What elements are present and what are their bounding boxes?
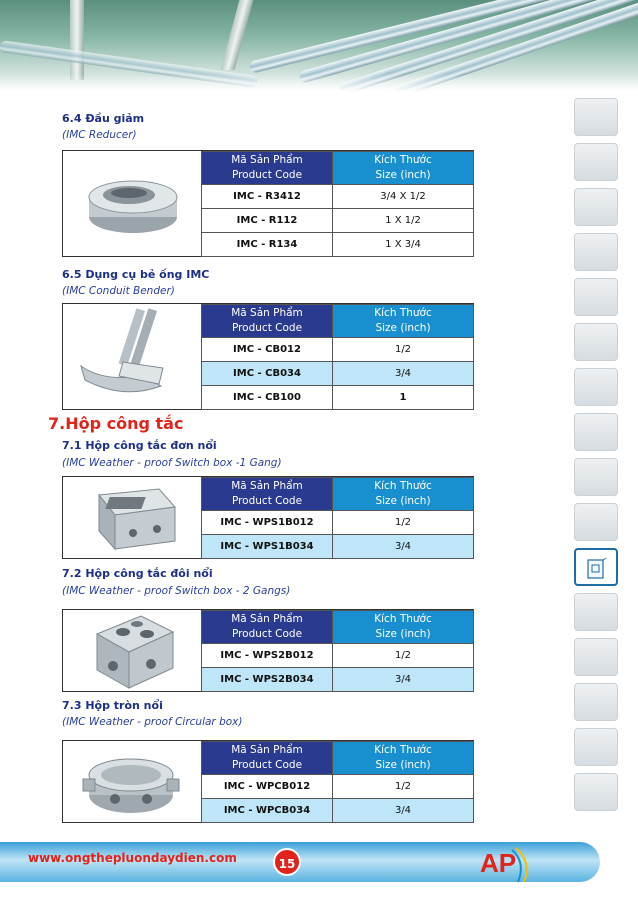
- bender-image: [63, 304, 201, 409]
- section-heading-6-5: 6.5 Dụng cụ bẻ ống IMC: [62, 268, 210, 281]
- table-row: IMC - WPS1B034 3/4: [202, 535, 474, 559]
- table-row: IMC - CB012 1/2: [202, 338, 474, 362]
- section-subtitle-6-5: (IMC Conduit Bender): [62, 285, 175, 297]
- table-row: IMC - R3412 3/4 X 1/2: [202, 185, 474, 209]
- section-subtitle-7-2: (IMC Weather - proof Switch box - 2 Gangs): [62, 585, 291, 597]
- product-table-bender: [62, 303, 474, 410]
- column-header-size: Kích Thước Size (inch): [333, 478, 474, 511]
- page-footer: [0, 830, 638, 902]
- category-tab[interactable]: [574, 143, 618, 181]
- column-header-code: Mã Sản Phẩm Product Code: [202, 478, 333, 511]
- category-tab[interactable]: [574, 413, 618, 451]
- category-tab[interactable]: [574, 368, 618, 406]
- category-tab[interactable]: [574, 98, 618, 136]
- banner-strut: [70, 0, 84, 80]
- section-heading-6-4: 6.4 Đầu giảm: [62, 112, 145, 125]
- banner-strut: [221, 0, 254, 70]
- column-header-code: Mã Sản Phẩm Product Code: [202, 305, 333, 338]
- category-tab-switch-box[interactable]: [574, 548, 618, 586]
- svg-text:AP: AP: [480, 848, 517, 878]
- switch-box-2-gangs-image: [63, 610, 201, 691]
- product-table-reducer: [62, 150, 474, 257]
- category-tab[interactable]: [574, 503, 618, 541]
- category-tab[interactable]: [574, 773, 618, 811]
- product-table-circular: [62, 740, 474, 823]
- column-header-code: Mã Sản Phẩm Product Code: [202, 152, 333, 185]
- column-header-size: Kích Thước Size (inch): [333, 305, 474, 338]
- category-tab[interactable]: [574, 323, 618, 361]
- category-tab[interactable]: [574, 728, 618, 766]
- section-subtitle-7-3: (IMC Weather - proof Circular box): [62, 716, 243, 728]
- table-row: IMC - CB034 3/4: [202, 362, 474, 386]
- table-row: IMC - CB100 1: [202, 386, 474, 410]
- header-banner: [0, 0, 638, 92]
- category-tab[interactable]: [574, 683, 618, 721]
- column-header-code: Mã Sản Phẩm Product Code: [202, 611, 333, 644]
- column-header-size: Kích Thước Size (inch): [333, 611, 474, 644]
- section-heading-7-2: 7.2 Hộp công tắc đôi nổi: [62, 567, 213, 580]
- category-tab[interactable]: [574, 593, 618, 631]
- table-row: IMC - WPS2B012 1/2: [202, 644, 474, 668]
- section-heading-7: 7.Hộp công tắc: [48, 414, 184, 433]
- switch-box-icon: [583, 556, 609, 582]
- section-heading-7-3: 7.3 Hộp tròn nổi: [62, 699, 163, 712]
- column-header-size: Kích Thước Size (inch): [333, 742, 474, 775]
- column-header-code: Mã Sản Phẩm Product Code: [202, 742, 333, 775]
- reducer-image: [63, 151, 201, 256]
- product-table-switch-1-gang: [62, 476, 474, 559]
- product-table-switch-2-gangs: [62, 609, 474, 692]
- section-subtitle-6-4: (IMC Reducer): [62, 129, 137, 141]
- table-row: IMC - R134 1 X 3/4: [202, 233, 474, 257]
- table-row: IMC - R112 1 X 1/2: [202, 209, 474, 233]
- page-number: 15: [273, 848, 301, 876]
- table-row: IMC - WPS2B034 3/4: [202, 668, 474, 692]
- table-row: IMC - WPS1B012 1/2: [202, 511, 474, 535]
- category-tab[interactable]: [574, 233, 618, 271]
- table-row: IMC - WPCB034 3/4: [202, 799, 474, 823]
- category-sidebar: [574, 98, 620, 818]
- company-logo: [474, 842, 534, 890]
- section-subtitle-7-1: (IMC Weather - proof Switch box -1 Gang): [62, 457, 282, 469]
- column-header-size: Kích Thước Size (inch): [333, 152, 474, 185]
- table-row: IMC - WPCB012 1/2: [202, 775, 474, 799]
- section-heading-7-1: 7.1 Hộp công tắc đơn nổi: [62, 439, 217, 452]
- category-tab[interactable]: [574, 188, 618, 226]
- circular-box-image: [63, 741, 201, 822]
- category-tab[interactable]: [574, 458, 618, 496]
- switch-box-1-gang-image: [63, 477, 201, 558]
- category-tab[interactable]: [574, 278, 618, 316]
- website-link[interactable]: www.ongthepluondaydien.com: [28, 851, 237, 865]
- category-tab[interactable]: [574, 638, 618, 676]
